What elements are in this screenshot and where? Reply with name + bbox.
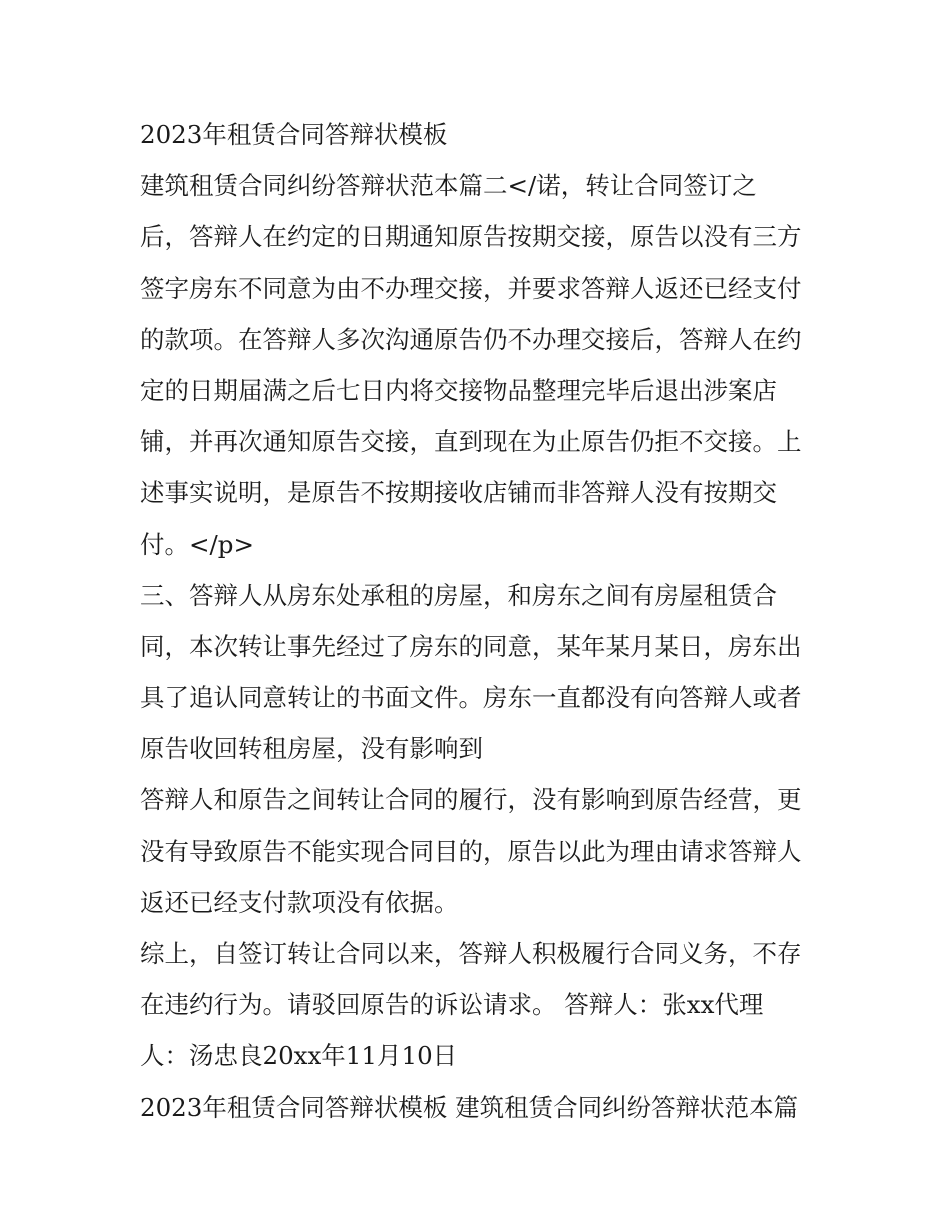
text-line: 述事实说明，是原告不按期接收店铺而非答辩人没有按期交 (140, 478, 777, 508)
document-body (140, 109, 830, 1133)
text-line: 的款项。在答辩人多次沟通原告仍不办理交接后，答辩人在约 (140, 324, 802, 354)
text-line: 在违约行为。请驳回原告的诉讼请求。 答辩人：张xx代理 (140, 990, 764, 1020)
text-line: 2023年租赁合同答辩状模板 建筑租赁合同纠纷答辩状范本篇 (140, 1092, 799, 1122)
text-line: 原告收回转租房屋，没有影响到 (140, 734, 483, 764)
text-line: 综上，自签订转让合同以来，答辩人积极履行合同义务，不存 (140, 939, 802, 968)
text-line: 铺，并再次通知原告交接，直到现在为止原告仍拒不交接。上 (140, 427, 802, 457)
text-line: 返还已经支付款项没有依据。 (140, 887, 459, 917)
text-line: 建筑租赁合同纠纷答辩状范本篇二</诺，转让合同签订之 (140, 171, 757, 201)
text-line: 定的日期届满之后七日内将交接物品整理完毕后退出涉案店 (140, 375, 777, 405)
text-line: 答辩人和原告之间转让合同的履行，没有影响到原告经营，更 (140, 785, 802, 815)
document-title-line: 2023年租赁合同答辩状模板 (140, 120, 448, 149)
text-line: 三、答辩人从房东处承租的房屋，和房东之间有房屋租赁合 (140, 580, 777, 610)
text-line: 签字房东不同意为由不办理交接，并要求答辩人返还已经支付 (140, 273, 802, 303)
text-line: 具了追认同意转让的书面文件。房东一直都没有向答辩人或者 (140, 683, 802, 713)
text-line: 同，本次转让事先经过了房东的同意，某年某月某日，房东出 (140, 631, 802, 661)
text-line: 付。</p> (140, 529, 254, 559)
text-line: 没有导致原告不能实现合同目的，原告以此为理由请求答辩人 (140, 836, 802, 866)
text-line: 后，答辩人在约定的日期通知原告按期交接，原告以没有三方 (140, 222, 802, 252)
text-line: 人：汤忠良20xx年11月10日 (140, 1041, 458, 1071)
